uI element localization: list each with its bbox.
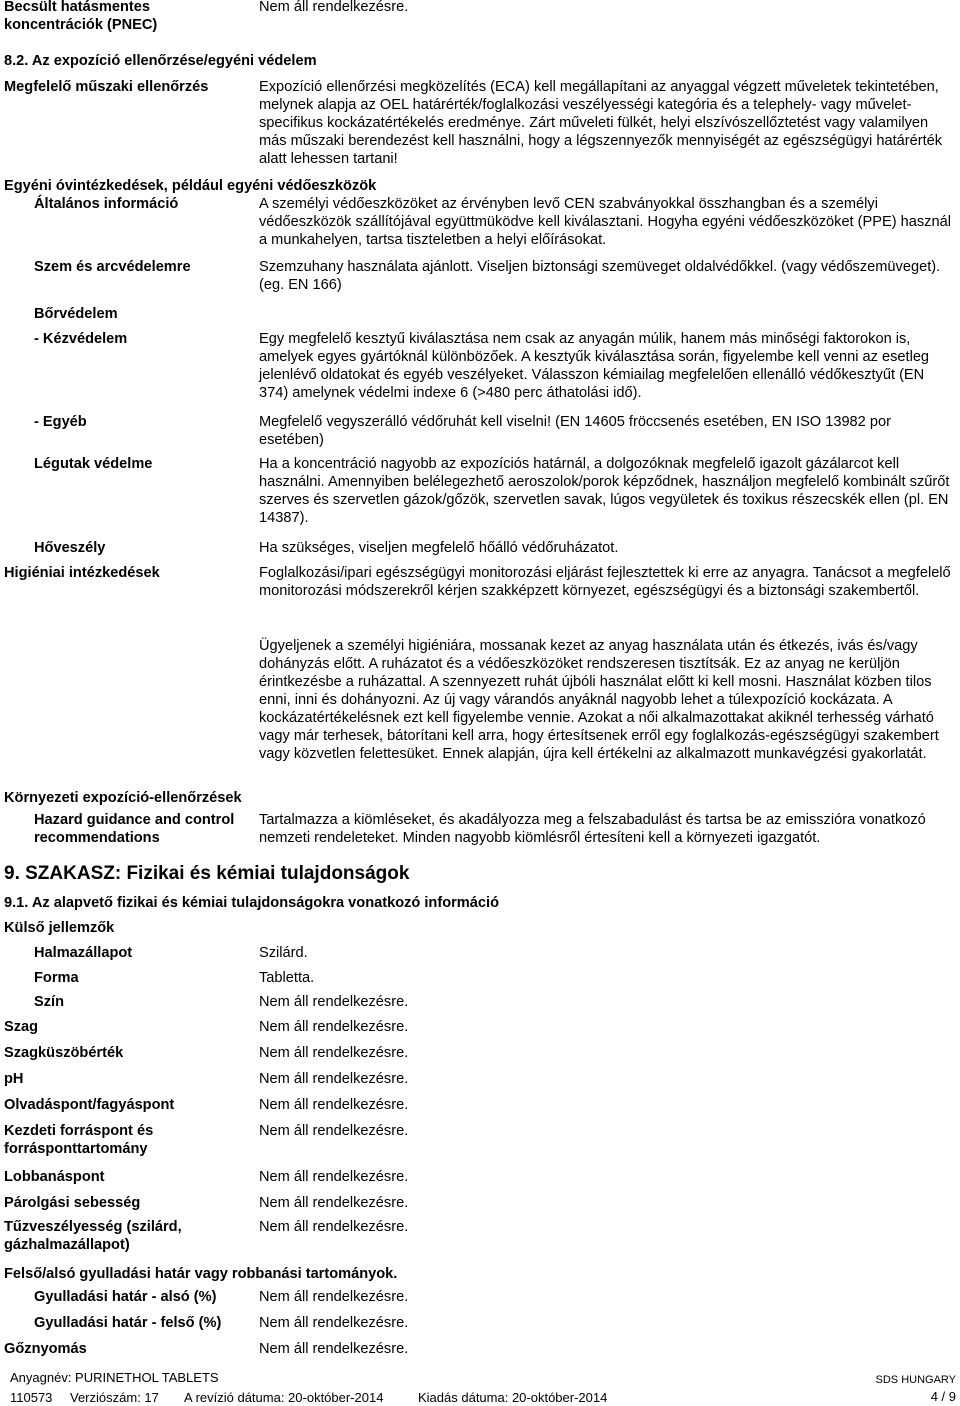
- general-info-label: Általános információ: [34, 196, 179, 212]
- odor-threshold-value: Nem áll rendelkezésre.: [259, 1045, 409, 1061]
- section-9-heading: 9. SZAKASZ: Fizikai és kémiai tulajdonságok: [4, 863, 410, 884]
- evaporation-rate-label: Párolgási sebesség: [4, 1195, 141, 1211]
- env-controls-heading: Környezeti expozíció-ellenőrzések: [4, 790, 242, 806]
- footer-issue-date: Kiadás dátuma: 20-október-2014: [418, 1390, 608, 1405]
- appearance-label: Külső jellemzők: [4, 920, 115, 936]
- physical-state-value: Szilárd.: [259, 945, 308, 961]
- upper-limit-label: Gyulladási határ - felső (%): [34, 1315, 222, 1331]
- footer-version: Verziószám: 17: [70, 1390, 159, 1405]
- flash-point-value: Nem áll rendelkezésre.: [259, 1169, 409, 1185]
- odor-value: Nem áll rendelkezésre.: [259, 1019, 409, 1035]
- env-controls-label: Hazard guidance and control recommendations: [34, 812, 235, 846]
- upper-limit-value: Nem áll rendelkezésre.: [259, 1315, 409, 1331]
- physical-state-label: Halmazállapot: [34, 945, 133, 961]
- lower-limit-label: Gyulladási határ - alsó (%): [34, 1289, 217, 1305]
- footer-product-name: Anyagnév: PURINETHOL TABLETS: [10, 1370, 219, 1385]
- respiratory-protection-text: Ha a koncentráció nagyobb az expozíciós határnál, a dolgozóknak megfelelő igazolt gázálarcot kell használni. Amennyiben belélegezhető aeroszolok/porok képződnek, használjon megfelelő kombinált szűrőt szerves és szervetlen gázok/gőzök, szervetlen savak, lúgos vegyületek és toxikus részecskék ellen (pl. EN 14387).: [259, 456, 950, 526]
- env-controls-text: Tartalmazza a kiömléseket, és akadályozza meg a felszabadulást és tartsa be az emisszióra vonatkozó nemzeti rendeleteket. Minden nagyobb kiömlésről értesíteni kell a környezeti igazgatót.: [259, 812, 926, 846]
- footer-page-number: 4 / 9: [930, 1389, 956, 1404]
- hygiene-text-2: Ügyeljenek a személyi higiéniára, mossanak kezet az anyag használata után és étkezés, ivás és/vagy dohányzás előtt. A ruházatot és a védőeszközöket rendszeresen tisztítsák. Ez az anyag ne kerüljön érintkezésbe a ruházattal. A szennyezett ruhát újbóli használat előtt ki kell mosni. Használat közben tilos enni, inni és dohányozni. Az új vagy várandós anyáknál nagyobb lehet a túlexpozíció kockázata. A kockázatértékelésnek ezt kell figyelembe vennie. Azokat a női alkalmazottakat akiknél terhesség várható vagy már terhesek, bátorítani kell arra, hogy értesítsenek erről egy foglalkozás-egészségügyi szakembert vagy közvetlen felettesüket. Ennek alapján, újra kell értékelni az alkalmazott munkavégzési gyakorlatát.: [259, 638, 939, 762]
- general-info-text: A személyi védőeszközöket az érvényben levő CEN szabványokkal összhangban és a személyi védőeszközök szállítójával együttmüködve kell kiválasztani. Hogyha egyéni védőeszközöket (PPE) használ a munkahelyen, tartsa tiszteletben a helyi előírásokat.: [259, 196, 951, 248]
- melting-point-value: Nem áll rendelkezésre.: [259, 1097, 409, 1113]
- pnec-label: Becsült hatásmentes koncentrációk (PNEC): [4, 0, 158, 33]
- odor-threshold-label: Szagküszöbérték: [4, 1045, 124, 1061]
- explosive-limits-heading: Felső/alsó gyulladási határ vagy robbanási tartományok.: [4, 1266, 398, 1282]
- engineering-controls-label: Megfelelő műszaki ellenőrzés: [4, 79, 209, 95]
- footer-revision-date: A revízió dátuma: 20-október-2014: [184, 1390, 384, 1405]
- flammability-value: Nem áll rendelkezésre.: [259, 1219, 409, 1235]
- thermal-hazard-text: Ha szükséges, viseljen megfelelő hőálló védőruházatot.: [259, 540, 619, 556]
- odor-label: Szag: [4, 1019, 39, 1035]
- ph-label: pH: [4, 1071, 24, 1087]
- hygiene-text-1: Foglalkozási/ipari egészségügyi monitorozási eljárást fejlesztettek ki erre az anyagra. Tanácsot a megfelelő monitorozási módszerekről kérjen szakképzett környezet, egészségügyi és a biztonsági szakembertől.: [259, 565, 951, 599]
- footer-document-id: 110573: [10, 1390, 53, 1405]
- form-label: Forma: [34, 970, 79, 986]
- evaporation-rate-value: Nem áll rendelkezésre.: [259, 1195, 409, 1211]
- flash-point-label: Lobbanáspont: [4, 1169, 105, 1185]
- other-protection-label: - Egyéb: [34, 414, 87, 430]
- color-value: Nem áll rendelkezésre.: [259, 994, 409, 1010]
- section-8-2-heading: 8.2. Az expozíció ellenőrzése/egyéni védelem: [4, 53, 317, 69]
- eye-protection-text: Szemzuhany használata ajánlott. Viseljen biztonsági szemüveget oldalvédőkkel. (vagy védőszemüveget). (eg. EN 166): [259, 259, 941, 293]
- engineering-controls-text: Expozíció ellenőrzési megközelítés (ECA) kell megállapítani az anyaggal végzett műveletek tekintetében, melynek alapja az OEL határérték/foglalkozási veszélyességi kategória és a telephely- vagy művelet-specifikus kockázatértékelés eredménye. Zárt műveleti fülkét, helyi elszívószellőztetést vagy valamilyen más műszaki berendezést kell használni, hogy a légszennyezők mennyiségét az egészségügyi határérték alatt lehessen tartani!: [259, 79, 943, 167]
- section-9-1-heading: 9.1. Az alapvető fizikai és kémiai tulajdonságokra vonatkozó információ: [4, 895, 499, 911]
- ph-value: Nem áll rendelkezésre.: [259, 1071, 409, 1087]
- other-protection-text: Megfelelő vegyszerálló védőruhát kell viselni! (EN 14605 fröccsenés esetében, EN ISO 13982 por esetében): [259, 414, 891, 448]
- color-label: Szín: [34, 994, 64, 1010]
- boiling-point-label: Kezdeti forráspont és forrásponttartomány: [4, 1123, 154, 1157]
- eye-protection-label: Szem és arcvédelemre: [34, 259, 191, 275]
- hand-protection-text: Egy megfelelő kesztyű kiválasztása nem csak az anyagán múlik, hanem más minőségi faktorokon is, amelyek egyes gyártóknál különbözőek. A kesztyűk kiválasztása során, figyelembe kell venni az esetleg jelenlévő oldatokat és egyéb veszélyeket. Válasszon kémiailag megfelelően ellenálló védőkesztyűt (EN 374) amelynek védelmi indexe 6 (>480 perc áthatolási idő).: [259, 331, 930, 401]
- ppe-heading: Egyéni óvintézkedések, például egyéni védőeszközök: [4, 178, 377, 194]
- hand-protection-label: - Kézvédelem: [34, 331, 128, 347]
- boiling-point-value: Nem áll rendelkezésre.: [259, 1123, 409, 1139]
- thermal-hazard-label: Hőveszély: [34, 540, 106, 556]
- flammability-label: Tűzveszélyesség (szilárd, gázhalmazállapot): [4, 1219, 182, 1253]
- vapor-pressure-value: Nem áll rendelkezésre.: [259, 1341, 409, 1357]
- pnec-value: Nem áll rendelkezésre.: [259, 0, 409, 15]
- footer-sds-country: SDS HUNGARY: [875, 1374, 956, 1386]
- respiratory-protection-label: Légutak védelme: [34, 456, 153, 472]
- vapor-pressure-label: Gőznyomás: [4, 1341, 87, 1357]
- form-value: Tabletta.: [259, 970, 315, 986]
- hygiene-label: Higiéniai intézkedések: [4, 565, 160, 581]
- skin-protection-label: Bőrvédelem: [34, 306, 118, 322]
- melting-point-label: Olvadáspont/fagyáspont: [4, 1097, 175, 1113]
- lower-limit-value: Nem áll rendelkezésre.: [259, 1289, 409, 1305]
